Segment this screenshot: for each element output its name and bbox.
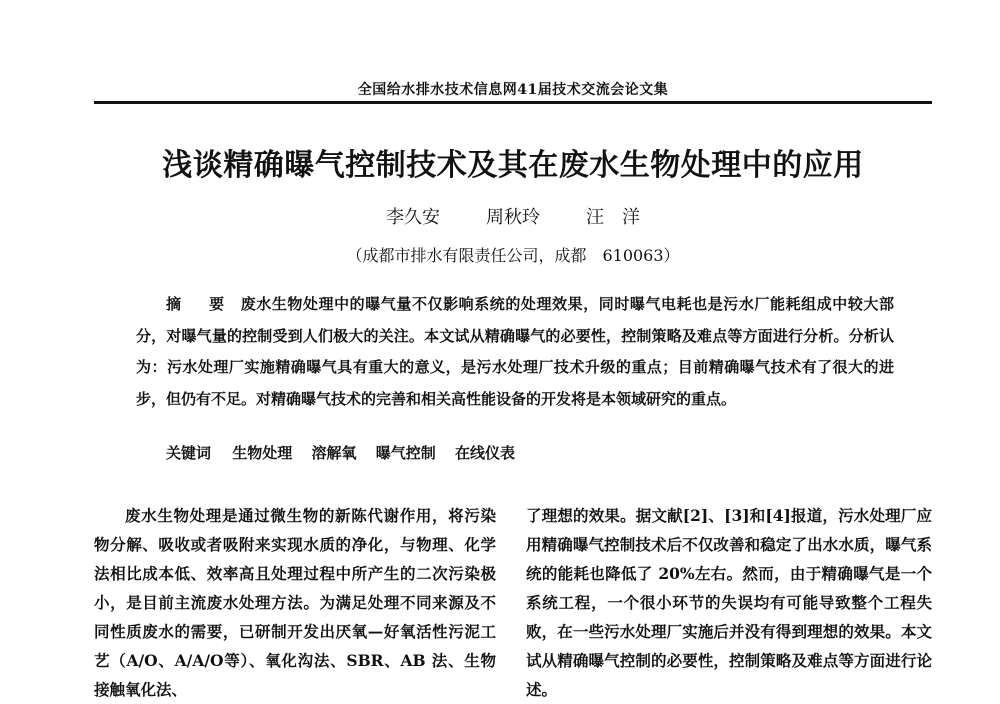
body-left-column: 废水生物处理是通过微生物的新陈代谢作用，将污染物分解、吸收或者吸附来实现水质的净化，与物理、化学法相比成本低、效率高且处理过程中所产生的二次污染极小，是目前主流废水处理方法。为满足处理不同来源及不同性质废水的需要，已研制开发出厌氧—好氧活性污泥工艺（A/O、A/A/O等）、氧化沟法、SBR、AB 法、生物接触氧化法、 bbox=[94, 506, 496, 699]
body-right-column: 了理想的效果。据文献[2]、[3]和[4]报道，污水处理厂应用精确曝气控制技术后不仅改善和稳定了出水水质，曝气系统的能耗也降低了 20%左右。然而，由于精确曝气是一个系统工程，一个很小环节的失误均有可能导致整个工程失败，在一些污水处理厂实施后并没有得到理想的效果。本文试从精确曝气控制的必要性，控制策略及难点等方面进行论述。 bbox=[526, 506, 932, 699]
author-list bbox=[94, 206, 932, 230]
keywords bbox=[166, 442, 894, 464]
abstract bbox=[136, 289, 894, 415]
affiliation: （成都市排水有限责任公司，成都 610063） bbox=[346, 246, 680, 265]
keyword-3: 曝气控制 bbox=[375, 444, 436, 462]
author-1: 李久安 bbox=[386, 207, 440, 228]
author-2: 周秋玲 bbox=[486, 207, 540, 228]
author-3: 汪 洋 bbox=[586, 207, 640, 228]
keywords-label: 关键词 bbox=[166, 444, 212, 462]
paper-title: 浅谈精确曝气控制技术及其在废水生物处理中的应用 bbox=[162, 148, 864, 183]
running-header: 全国给水排水技术信息网41届技术交流会论文集 bbox=[357, 82, 669, 98]
header-rule bbox=[94, 101, 932, 104]
abstract-label: 摘 要 bbox=[166, 295, 231, 313]
abstract-text: 废水生物处理中的曝气量不仅影响系统的处理效果，同时曝气电耗也是污水厂能耗组成中较大部分，对曝气量的控制受到人们极大的关注。本文试从精确曝气的必要性，控制策略及难点等方面进行分析。分析认为：污水处理厂实施精确曝气具有重大的意义，是污水处理厂技术升级的重点；目前精确曝气技术有了很大的进步，但仍有不足。对精确曝气技术的完善和相关高性能设备的开发将是本领域研究的重点。 bbox=[136, 295, 894, 408]
keyword-1: 生物处理 bbox=[232, 444, 293, 462]
keyword-2: 溶解氧 bbox=[311, 444, 357, 462]
keyword-4: 在线仪表 bbox=[455, 444, 516, 462]
